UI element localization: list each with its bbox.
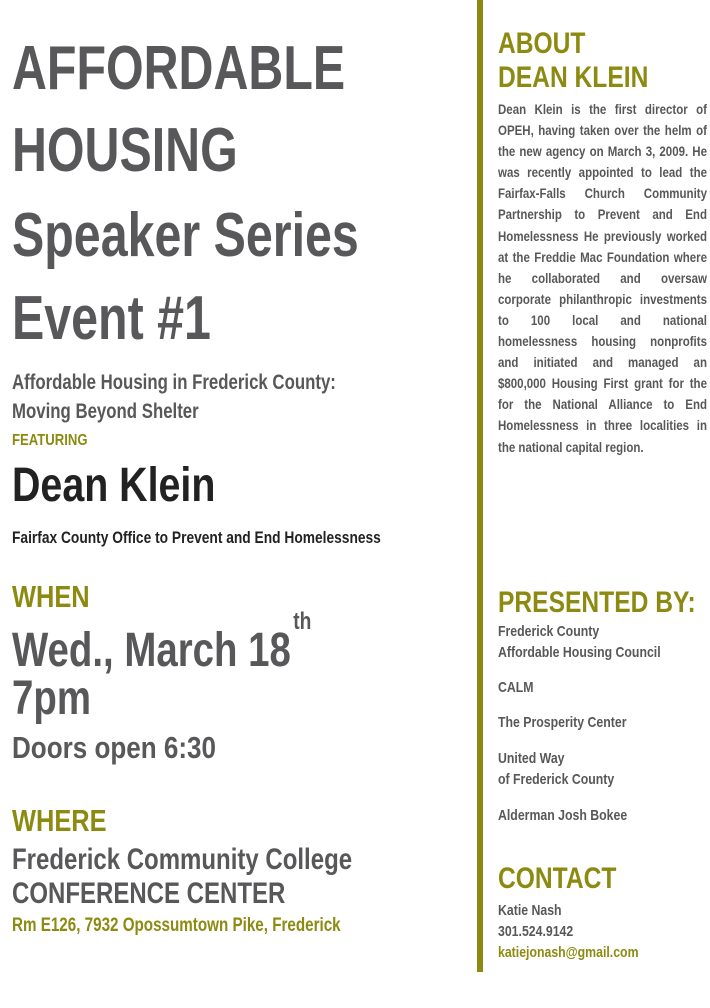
column-divider (477, 0, 483, 972)
about-heading-line-1: ABOUT (498, 27, 586, 60)
sponsor-line: The Prosperity Center (498, 714, 627, 731)
contact-heading: CONTACT (498, 862, 617, 895)
about-heading-line-2: DEAN KLEIN (498, 61, 649, 94)
title-line-1: AFFORDABLE (12, 34, 346, 103)
venue-address: Rm E126, 7932 Opossumtown Pike, Frederick (12, 915, 341, 936)
title-line-4: Event #1 (12, 284, 211, 353)
venue-line-1: Frederick Community College (12, 843, 353, 876)
speaker-bio: Dean Klein is the first director of OPEH, having taken over the helm of the new agency on March 3, 2009. He was recently appointed to lead the Fairfax-Falls Church Community Partnership to Prevent and End Homelessness He previously worked at the Freddie Mac Foundation where he collaborated and oversaw corporate philanthropic investments to 100 local and national homelessness housing nonprofits and initiated and managed an $800,000 Housing First grant for the for the National Alliance to End Homelessness in three localities in the national capital region. (498, 102, 707, 456)
speaker-name: Dean Klein (12, 459, 216, 512)
where-heading: WHERE (12, 803, 107, 838)
featuring-label: FEATURING (12, 432, 88, 449)
sponsor-line: CALM (498, 679, 534, 696)
event-time: 7pm (12, 672, 91, 725)
title-line-2: HOUSING (12, 116, 238, 185)
event-date (12, 608, 312, 677)
speaker-office: Fairfax County Office to Prevent and End Homelessness (12, 528, 381, 547)
sponsor-line: Frederick County (498, 623, 600, 640)
event-date-text: Wed., March 18 (12, 624, 291, 677)
contact-name: Katie Nash (498, 902, 562, 919)
event-date-suffix: th (293, 608, 312, 635)
sponsor-line: United Way (498, 750, 565, 767)
when-heading: WHEN (12, 579, 90, 614)
contact-phone: 301.524.9142 (498, 923, 574, 940)
contact-email-link[interactable]: katiejonash@gmail.com (498, 944, 639, 961)
presented-by-heading: PRESENTED BY: (498, 586, 696, 619)
event-subtitle-line-2: Moving Beyond Shelter (12, 400, 199, 423)
title-line-3: Speaker Series (12, 201, 359, 270)
sponsor-line: Alderman Josh Bokee (498, 807, 628, 824)
sponsor-line: Affordable Housing Council (498, 644, 661, 661)
event-subtitle-line-1: Affordable Housing in Frederick County: (12, 371, 336, 394)
doors-open: Doors open 6:30 (12, 730, 217, 765)
sponsor-line: of Frederick County (498, 771, 615, 788)
venue-line-2: CONFERENCE CENTER (12, 877, 286, 910)
